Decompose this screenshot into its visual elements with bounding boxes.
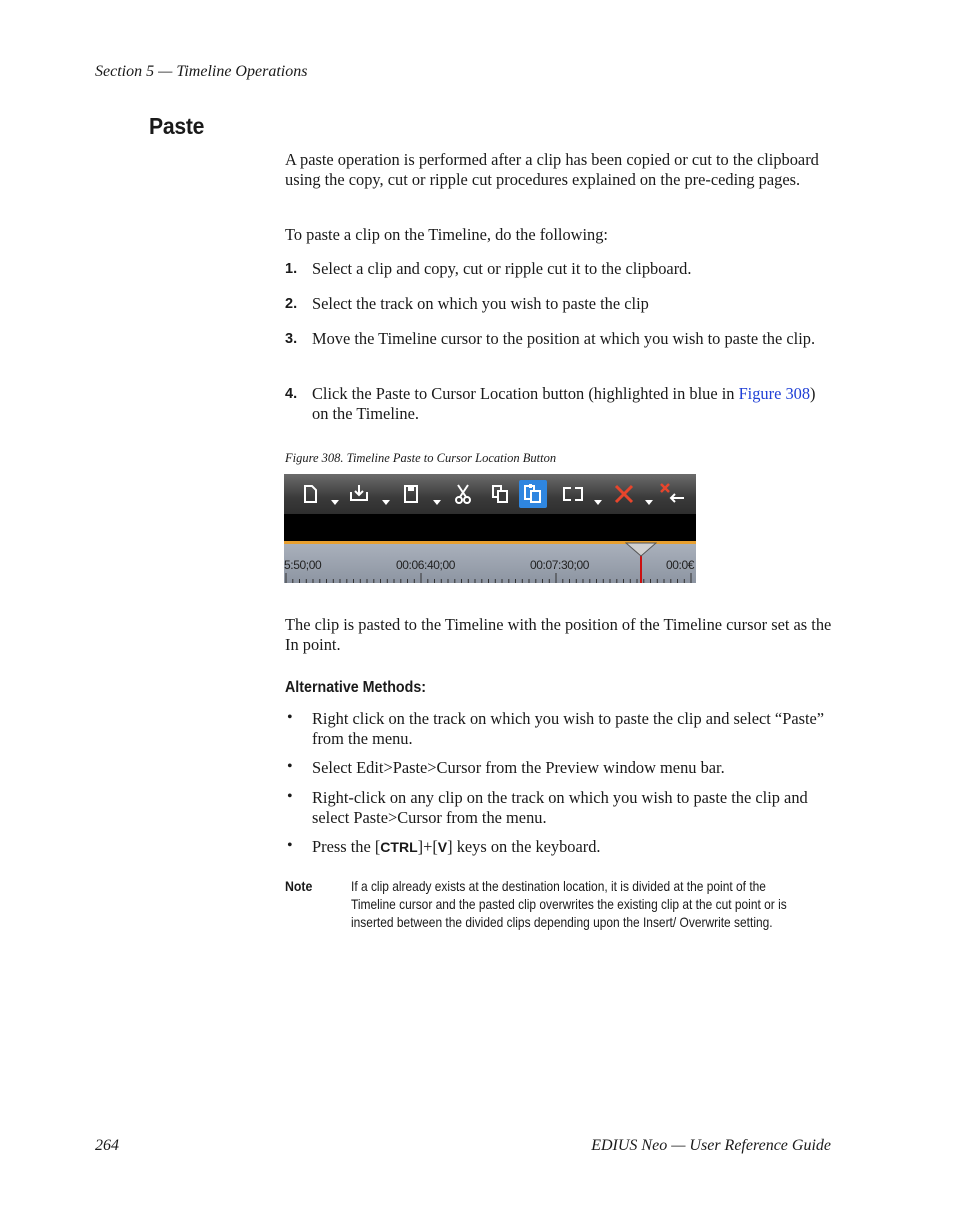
- new-clip-icon: [296, 480, 324, 508]
- ruler-ticks: [284, 573, 696, 583]
- timecode-label: 00:0€: [666, 558, 695, 572]
- bullet-glyph: •: [287, 788, 293, 805]
- lead-paragraph: To paste a clip on the Timeline, do the following:: [285, 225, 608, 244]
- chevron-down-icon[interactable]: [330, 498, 340, 506]
- bullet-glyph: •: [287, 837, 293, 854]
- note-text: If a clip already exists at the destination location, it is divided at the point of the Timeline cursor and the pasted clip overwrites the existing clip at the cut point or is inserted between the divided clips depending upon the Insert/ Overwrite setting.: [351, 879, 787, 930]
- result-paragraph: The clip is pasted to the Timeline with the position of the Timeline cursor set as the In point.: [285, 615, 832, 654]
- keycap-v: V: [437, 839, 448, 855]
- copy-icon: [486, 480, 514, 508]
- save-icon: [397, 480, 425, 508]
- paste-to-cursor-icon: [519, 480, 547, 508]
- step-text: Select the track on which you wish to paste the clip: [312, 294, 649, 313]
- timecode-label: 00:07:30;00: [530, 558, 589, 572]
- list-item: Select Edit>Paste>Cursor from the Preview window menu bar.: [312, 758, 725, 777]
- text-part: Press the [: [312, 837, 381, 856]
- step-text: Move the Timeline cursor to the position at which you wish to paste the clip.: [312, 329, 816, 348]
- figure-link[interactable]: Figure 308: [738, 384, 811, 403]
- track-band: [284, 514, 696, 541]
- delete-button[interactable]: [610, 480, 638, 508]
- keycap-ctrl: CTRL: [380, 839, 418, 855]
- timeline-screenshot: [284, 474, 696, 583]
- bullet-glyph: •: [287, 709, 293, 726]
- step-number: 3.: [285, 331, 298, 347]
- document-title: EDIUS Neo — User Reference Guide: [591, 1137, 831, 1154]
- timecode-label: 5:50;00: [284, 558, 322, 572]
- step-number: 4.: [285, 386, 298, 402]
- list-item: Right-click on any clip on the track on which you wish to paste the clip and select Paste>Cursor from the menu.: [312, 788, 808, 827]
- step-text: Select a clip and copy, cut or ripple cut it to the clipboard.: [312, 259, 692, 278]
- timeline-toolbar: [284, 474, 696, 514]
- chevron-down-icon[interactable]: [593, 498, 603, 506]
- figure-caption: Figure 308. Timeline Paste to Cursor Location Button: [285, 451, 557, 465]
- timeline-cursor[interactable]: [640, 554, 642, 583]
- list-item: Right click on the track on which you wish to paste the clip and select “Paste” from the menu.: [312, 709, 825, 748]
- insert-icon: [346, 480, 374, 508]
- delete-icon: [610, 480, 638, 508]
- cursor-marker-icon[interactable]: [625, 542, 657, 557]
- cut-icon: [449, 480, 477, 508]
- bullet-glyph: •: [287, 758, 293, 775]
- section-title: Paste: [149, 113, 205, 139]
- intro-paragraph: A paste operation is performed after a clip has been copied or cut to the clipboard using the copy, cut or ripple cut procedures explained on the pre-ceding pages.: [285, 150, 819, 189]
- note-label: Note: [285, 878, 313, 894]
- cut-button[interactable]: [449, 480, 477, 508]
- timecode-label: 00:06:40;00: [396, 558, 455, 572]
- step-number: 1.: [285, 261, 298, 277]
- link-icon: [559, 480, 587, 508]
- link-button[interactable]: [559, 480, 587, 508]
- chevron-down-icon[interactable]: [644, 498, 654, 506]
- step-text-part: Click the Paste to Cursor Location button (highlighted in blue in: [312, 384, 739, 403]
- insert-button[interactable]: [346, 480, 374, 508]
- text-part: ]+[: [417, 837, 438, 856]
- paste-to-cursor-button[interactable]: [519, 480, 547, 508]
- copy-button[interactable]: [486, 480, 514, 508]
- text-part: ] keys on the keyboard.: [447, 837, 601, 856]
- step-text-part: ) on the Timeline.: [312, 384, 816, 423]
- chevron-down-icon[interactable]: [432, 498, 442, 506]
- save-button[interactable]: [397, 480, 425, 508]
- ripple-delete-icon: [658, 480, 686, 508]
- alternatives-heading: Alternative Methods:: [285, 679, 427, 696]
- ripple-delete-button[interactable]: [658, 480, 686, 508]
- page-number: 264: [95, 1137, 119, 1154]
- step-text: [312, 384, 834, 424]
- new-clip-button[interactable]: [296, 480, 324, 508]
- running-head: Section 5 — Timeline Operations: [95, 63, 308, 80]
- list-item: [312, 837, 834, 857]
- chevron-down-icon[interactable]: [381, 498, 391, 506]
- step-number: 2.: [285, 296, 298, 312]
